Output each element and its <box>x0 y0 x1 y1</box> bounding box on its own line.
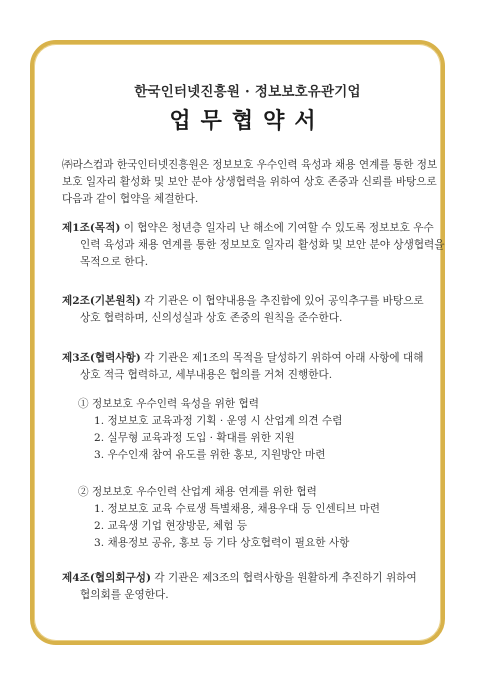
article-1-text: 이 협약은 청년층 일자리 난 해소에 기여할 수 있도록 정보보호 우수 <box>120 222 434 234</box>
section-1-item-3: 3. 우수인재 참여 유도를 위한 홍보, 지원방안 마련 <box>94 449 326 461</box>
article-4-text: 각 기관은 제3조의 협력사항을 원활하게 추진하기 위하여 <box>151 572 417 584</box>
intro-line-2: 보호 일자리 활성화 및 보안 분야 상생협력을 위하여 상호 존중과 신뢰를 바탕으로 <box>62 176 437 188</box>
article-1-line-2: 인력 육성과 채용 연계를 통한 정보보호 일자리 활성화 및 보안 분야 상생협력을 <box>80 239 445 251</box>
article-1-line-3: 목적으로 한다. <box>80 256 149 268</box>
article-3-label: 제3조(협력사항) <box>62 352 141 364</box>
article-3-line-1 <box>62 350 423 367</box>
section-1-item-1: 1. 정보보호 교육과정 기획 · 운영 시 산업계 의견 수렴 <box>94 415 343 427</box>
section-2-item-3: 3. 채용정보 공유, 홍보 등 기타 상호협력이 필요한 사항 <box>94 537 350 549</box>
intro-line-1: ㈜라스컴과 한국인터넷진흥원은 정보보호 우수인력 육성과 채용 연계를 통한 정보 <box>62 159 438 171</box>
article-1-line-1 <box>62 220 434 237</box>
section-2-item-1: 1. 정보보호 교육 수료생 특별채용, 채용우대 등 인센티브 마련 <box>94 503 381 515</box>
article-2-label: 제2조(기본원칙) <box>62 295 141 307</box>
article-2-text: 각 기관은 이 협약내용을 추진함에 있어 공익추구를 바탕으로 <box>140 295 424 307</box>
article-3-text: 각 기관은 제1조의 목적을 달성하기 위하여 아래 사항에 대해 <box>140 352 424 364</box>
page-title: 업무협약서 <box>169 108 326 134</box>
organization-line: 한국인터넷진흥원 · 정보보호유관기업 <box>134 84 361 100</box>
section-1-heading: ① 정보보호 우수인력 육성을 위한 협력 <box>78 398 259 410</box>
article-4-label: 제4조(협의회구성) <box>62 572 152 584</box>
section-2-item-2: 2. 교육생 기업 현장방문, 체험 등 <box>94 520 248 532</box>
intro-line-3: 다음과 같이 협약을 체결한다. <box>62 193 199 205</box>
article-4-line-2: 협의회를 운영한다. <box>80 589 169 601</box>
article-4-line-1 <box>62 570 417 587</box>
section-2-heading: ② 정보보호 우수인력 산업계 채용 연계를 위한 협력 <box>78 486 317 498</box>
article-2-line-2: 상호 협력하며, 신의성실과 상호 존중의 원칙을 준수한다. <box>80 312 343 324</box>
article-1-label: 제1조(목적) <box>62 222 121 234</box>
article-2-line-1 <box>62 293 424 310</box>
section-1-item-2: 2. 실무형 교육과정 도입 · 확대를 위한 지원 <box>94 432 295 444</box>
article-3-line-2: 상호 적극 협력하고, 세부내용은 협의를 거쳐 진행한다. <box>80 369 333 381</box>
